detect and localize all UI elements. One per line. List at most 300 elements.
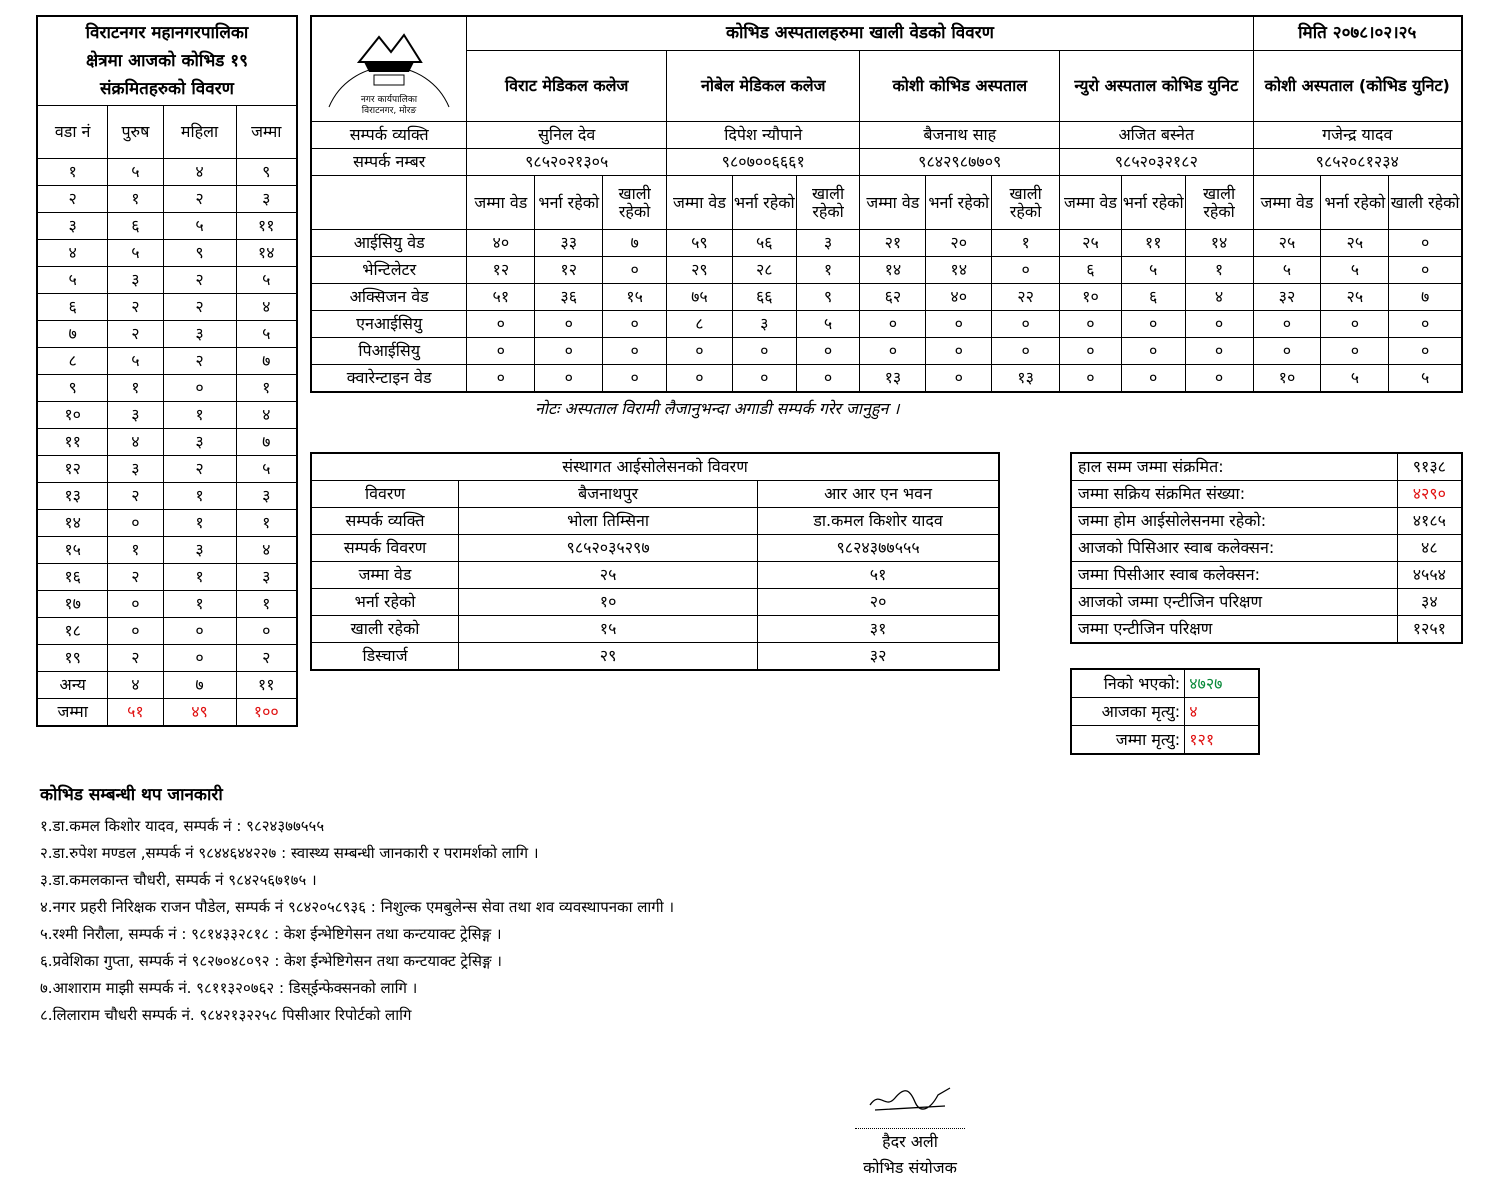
bed-count: ४० bbox=[926, 284, 992, 311]
ward-cell: १ bbox=[108, 375, 163, 402]
bed-count: २५ bbox=[1060, 230, 1122, 257]
ward-cell: १ bbox=[163, 591, 236, 618]
bed-subheader: भर्ना रहेको bbox=[732, 176, 796, 230]
ward-row bbox=[37, 456, 297, 483]
summary-row bbox=[1071, 508, 1462, 535]
bed-type-label: पिआईसियु bbox=[311, 338, 467, 365]
bed-count: ५ bbox=[1321, 257, 1389, 284]
isolation-row bbox=[311, 508, 999, 535]
ward-cell: ३ bbox=[37, 213, 108, 240]
summary-label: जम्मा होम आईसोलेसनमा रहेको: bbox=[1071, 508, 1397, 535]
isolation-row bbox=[311, 535, 999, 562]
ward-cell: ५ bbox=[108, 240, 163, 267]
ward-cell: १६ bbox=[37, 564, 108, 591]
ward-cell: ० bbox=[108, 591, 163, 618]
recovery-value: ४७२७ bbox=[1185, 669, 1259, 698]
contact-person: गजेन्द्र यादव bbox=[1253, 122, 1462, 149]
ward-cell: ० bbox=[163, 375, 236, 402]
signatory-name: हैदर अली bbox=[882, 1132, 938, 1151]
isolation-value: भोला तिम्सिना bbox=[459, 508, 758, 535]
bed-count: ५ bbox=[1389, 365, 1462, 393]
ward-cell: ११ bbox=[236, 672, 297, 699]
ward-cell: ९ bbox=[236, 159, 297, 186]
bed-count: २० bbox=[926, 230, 992, 257]
report-date: मिति २०७८।०२।२५ bbox=[1253, 16, 1462, 50]
ward-cell: ६ bbox=[37, 294, 108, 321]
ward-cell: ३ bbox=[236, 564, 297, 591]
summary-label: आजको पिसिआर स्वाब कलेक्सन: bbox=[1071, 535, 1397, 562]
bed-count: ५ bbox=[1253, 257, 1321, 284]
bed-row bbox=[311, 230, 1462, 257]
isolation-row bbox=[311, 616, 999, 643]
summary-row bbox=[1071, 616, 1462, 644]
ward-cell: ५ bbox=[236, 267, 297, 294]
ward-row bbox=[37, 375, 297, 402]
hospital-table-title: कोभिड अस्पतालहरुमा खाली वेडको विवरण bbox=[467, 16, 1253, 50]
bed-count: १० bbox=[1253, 365, 1321, 393]
bed-count: ० bbox=[1121, 365, 1185, 393]
bed-count: ११ bbox=[1121, 230, 1185, 257]
hospital-bed-table bbox=[310, 15, 1463, 393]
ward-cell: ४ bbox=[108, 672, 163, 699]
bed-count: ० bbox=[1185, 311, 1253, 338]
bed-count: ७५ bbox=[667, 284, 733, 311]
ward-cell: ५ bbox=[37, 267, 108, 294]
ward-cell: १ bbox=[236, 375, 297, 402]
bed-count: ० bbox=[992, 338, 1060, 365]
ward-cell: १४ bbox=[37, 510, 108, 537]
summary-value: ९१३८ bbox=[1397, 453, 1462, 481]
ward-cell: ७ bbox=[236, 429, 297, 456]
bed-count: १२ bbox=[535, 257, 603, 284]
ward-title-line: संक्रमितहरुको विवरण bbox=[100, 79, 234, 99]
bed-subheader: खाली रहेको bbox=[1185, 176, 1253, 230]
bed-count: ० bbox=[1253, 338, 1321, 365]
ward-cell: ४ bbox=[236, 294, 297, 321]
ward-cell: २ bbox=[163, 267, 236, 294]
ward-cell: २ bbox=[163, 456, 236, 483]
ward-row bbox=[37, 267, 297, 294]
isolation-col-label: विवरण bbox=[311, 481, 459, 508]
hospital-note: नोटः अस्पताल विरामी लैजानुभन्दा अगाडी सम्पर्क गरेर जानुहुन । bbox=[535, 399, 900, 418]
bed-count: ७ bbox=[603, 230, 667, 257]
ward-row bbox=[37, 618, 297, 645]
recovery-label: आजका मृत्यु: bbox=[1071, 698, 1185, 726]
bed-subheader: जम्मा वेड bbox=[1060, 176, 1122, 230]
ward-cell: २ bbox=[37, 186, 108, 213]
bed-count: ० bbox=[860, 338, 926, 365]
bed-count: ० bbox=[732, 338, 796, 365]
isolation-value: १५ bbox=[459, 616, 758, 643]
isolation-value: डा.कमल किशोर यादव bbox=[758, 508, 999, 535]
bed-count: ४ bbox=[1185, 284, 1253, 311]
ward-header-total: जम्मा bbox=[236, 106, 297, 159]
bed-subheader: जम्मा वेड bbox=[667, 176, 733, 230]
svg-text:नगर कार्यपालिका: नगर कार्यपालिका bbox=[361, 95, 418, 105]
recovery-row bbox=[1071, 698, 1259, 726]
ward-cell: ४ bbox=[236, 537, 297, 564]
summary-row bbox=[1071, 562, 1462, 589]
bed-row bbox=[311, 338, 1462, 365]
bed-count: ५१ bbox=[467, 284, 535, 311]
bed-subheader: खाली रहेको bbox=[796, 176, 860, 230]
isolation-row bbox=[311, 643, 999, 671]
ward-cell: १४ bbox=[236, 240, 297, 267]
ward-cell: ० bbox=[163, 618, 236, 645]
summary-table bbox=[1070, 452, 1463, 644]
bed-count: ० bbox=[1389, 311, 1462, 338]
ward-total-cell: ५१ bbox=[108, 699, 163, 727]
ward-cell: २ bbox=[236, 645, 297, 672]
bed-count: ३६ bbox=[535, 284, 603, 311]
ward-cell: १२ bbox=[37, 456, 108, 483]
contact-person: अजित बस्नेत bbox=[1060, 122, 1253, 149]
ward-cell: २ bbox=[108, 564, 163, 591]
ward-total-row bbox=[37, 699, 297, 727]
bed-count: १५ bbox=[603, 284, 667, 311]
bed-count: ८ bbox=[667, 311, 733, 338]
summary-value: ३४ bbox=[1397, 589, 1462, 616]
ward-cell: ० bbox=[108, 618, 163, 645]
isolation-value: २५ bbox=[459, 562, 758, 589]
summary-label: आजको जम्मा एन्टीजिन परिक्षण bbox=[1071, 589, 1397, 616]
bed-count: २५ bbox=[1321, 284, 1389, 311]
bed-row bbox=[311, 311, 1462, 338]
bed-type-label: एनआईसियु bbox=[311, 311, 467, 338]
summary-value: ४५५४ bbox=[1397, 562, 1462, 589]
ward-cell: ९ bbox=[37, 375, 108, 402]
hospital-name: विराट मेडिकल कलेज bbox=[467, 50, 667, 121]
ward-row bbox=[37, 483, 297, 510]
contact-person-label: सम्पर्क व्यक्ति bbox=[311, 122, 467, 149]
bed-subheader: भर्ना रहेको bbox=[1121, 176, 1185, 230]
ward-cell: ३ bbox=[236, 186, 297, 213]
ward-cell: ७ bbox=[163, 672, 236, 699]
recovery-value: १२१ bbox=[1185, 726, 1259, 755]
isolation-table bbox=[310, 452, 1000, 671]
contact-number: ९८४२९८७७०९ bbox=[860, 149, 1060, 176]
bed-count: २९ bbox=[667, 257, 733, 284]
ward-cell: १ bbox=[163, 564, 236, 591]
bed-subheader: भर्ना रहेको bbox=[535, 176, 603, 230]
ward-covid-table bbox=[36, 15, 298, 727]
recovery-value: ४ bbox=[1185, 698, 1259, 726]
hospital-name: कोशी अस्पताल (कोभिड युनिट) bbox=[1253, 50, 1462, 121]
bed-count: ० bbox=[796, 338, 860, 365]
contact-number: ९८०७००६६६१ bbox=[667, 149, 860, 176]
recovery-label: जम्मा मृत्यु: bbox=[1071, 726, 1185, 755]
hospital-name: न्युरो अस्पताल कोभिड युनिट bbox=[1060, 50, 1253, 121]
ward-cell: ६ bbox=[108, 213, 163, 240]
bed-type-label: अक्सिजन वेड bbox=[311, 284, 467, 311]
bed-row bbox=[311, 284, 1462, 311]
isolation-value: ५१ bbox=[758, 562, 999, 589]
isolation-label: जम्मा वेड bbox=[311, 562, 459, 589]
bed-type-label: आईसियु वेड bbox=[311, 230, 467, 257]
bed-subheader: खाली रहेको bbox=[1389, 176, 1462, 230]
info-line: ५.रश्मी निरौला, सम्पर्क नं : ९८१४३३२८१८ : केश ईन्भेष्टिगेसन तथा कन्टयाक्ट ट्रेसिङ्ग । bbox=[40, 925, 502, 943]
municipality-emblem-icon bbox=[319, 17, 459, 117]
ward-header-male: पुरुष bbox=[108, 106, 163, 159]
ward-cell: ४ bbox=[108, 429, 163, 456]
isolation-value: ३१ bbox=[758, 616, 999, 643]
recovery-death-table bbox=[1070, 668, 1260, 755]
summary-value: ४२९० bbox=[1397, 481, 1462, 508]
bed-count: ० bbox=[1121, 338, 1185, 365]
bed-count: ७ bbox=[1389, 284, 1462, 311]
ward-cell: ४ bbox=[163, 159, 236, 186]
ward-total-cell: ४९ bbox=[163, 699, 236, 727]
bed-count: ० bbox=[1185, 365, 1253, 393]
hospital-name: नोबेल मेडिकल कलेज bbox=[667, 50, 860, 121]
bed-count: १ bbox=[796, 257, 860, 284]
bed-subheader: जम्मा वेड bbox=[860, 176, 926, 230]
subheader-blank bbox=[311, 176, 467, 230]
bed-count: ९ bbox=[796, 284, 860, 311]
ward-cell: ३ bbox=[108, 456, 163, 483]
bed-count: ३२ bbox=[1253, 284, 1321, 311]
recovery-row bbox=[1071, 726, 1259, 755]
ward-table-title bbox=[37, 16, 297, 106]
isolation-label: डिस्चार्ज bbox=[311, 643, 459, 671]
ward-cell: ३ bbox=[236, 483, 297, 510]
ward-cell: १ bbox=[163, 483, 236, 510]
ward-cell: ३ bbox=[163, 321, 236, 348]
isolation-row bbox=[311, 589, 999, 616]
isolation-place: आर आर एन भवन bbox=[758, 481, 999, 508]
signatory-role: कोभिड संयोजक bbox=[863, 1158, 957, 1177]
bed-count: १४ bbox=[926, 257, 992, 284]
bed-subheader: भर्ना रहेको bbox=[1321, 176, 1389, 230]
bed-count: ० bbox=[603, 338, 667, 365]
recovery-row bbox=[1071, 669, 1259, 698]
isolation-value: १० bbox=[459, 589, 758, 616]
bed-count: ० bbox=[1060, 311, 1122, 338]
bed-count: ० bbox=[535, 338, 603, 365]
ward-cell: १ bbox=[163, 402, 236, 429]
bed-count: ० bbox=[926, 365, 992, 393]
ward-cell: ३ bbox=[108, 402, 163, 429]
ward-cell: १३ bbox=[37, 483, 108, 510]
info-line: ८.लिलाराम चौधरी सम्पर्क नं. ९८४२१३२२५८ पिसीआर रिपोर्टको लागि bbox=[40, 1006, 412, 1024]
bed-count: ० bbox=[603, 365, 667, 393]
ward-cell: २ bbox=[163, 348, 236, 375]
ward-row bbox=[37, 321, 297, 348]
bed-count: ० bbox=[1121, 311, 1185, 338]
bed-count: ० bbox=[860, 311, 926, 338]
bed-count: १ bbox=[992, 230, 1060, 257]
ward-cell: २ bbox=[108, 483, 163, 510]
ward-cell: १ bbox=[108, 186, 163, 213]
bed-count: १ bbox=[1185, 257, 1253, 284]
bed-count: ० bbox=[1389, 230, 1462, 257]
bed-count: ५ bbox=[1121, 257, 1185, 284]
isolation-value: २० bbox=[758, 589, 999, 616]
municipality-logo bbox=[311, 16, 467, 122]
isolation-value: ९८५२०३५२९७ bbox=[459, 535, 758, 562]
ward-row bbox=[37, 186, 297, 213]
info-line: १.डा.कमल किशोर यादव, सम्पर्क नं : ९८२४३७७५५५ bbox=[40, 817, 325, 835]
bed-count: ० bbox=[467, 365, 535, 393]
bed-count: ० bbox=[926, 311, 992, 338]
isolation-row bbox=[311, 562, 999, 589]
summary-value: ४१८५ bbox=[1397, 508, 1462, 535]
isolation-title: संस्थागत आईसोलेसनको विवरण bbox=[311, 453, 999, 481]
ward-cell: १ bbox=[236, 510, 297, 537]
isolation-value: ३२ bbox=[758, 643, 999, 671]
bed-subheader: खाली रहेको bbox=[603, 176, 667, 230]
summary-value: ४८ bbox=[1397, 535, 1462, 562]
ward-row bbox=[37, 402, 297, 429]
bed-count: ० bbox=[535, 365, 603, 393]
ward-cell: १ bbox=[37, 159, 108, 186]
ward-header-female: महिला bbox=[163, 106, 236, 159]
ward-cell: अन्य bbox=[37, 672, 108, 699]
ward-cell: १ bbox=[108, 537, 163, 564]
ward-cell: १० bbox=[37, 402, 108, 429]
ward-cell: २ bbox=[163, 294, 236, 321]
bed-count: ४० bbox=[467, 230, 535, 257]
bed-count: ० bbox=[667, 365, 733, 393]
isolation-place: बैजनाथपुर bbox=[459, 481, 758, 508]
bed-count: ० bbox=[1253, 311, 1321, 338]
info-line: ४.नगर प्रहरी निरिक्षक राजन पौडेल, सम्पर्क नं ९८४२०५८९३६ : निशुल्क एमबुलेन्स सेवा तथा शव व्यवस्थापनका लागी । bbox=[40, 898, 675, 916]
ward-cell: ४ bbox=[236, 402, 297, 429]
bed-count: ६२ bbox=[860, 284, 926, 311]
bed-count: २८ bbox=[732, 257, 796, 284]
ward-cell: ५ bbox=[108, 348, 163, 375]
bed-count: २५ bbox=[1321, 230, 1389, 257]
bed-count: ० bbox=[1185, 338, 1253, 365]
summary-value: १२५१ bbox=[1397, 616, 1462, 644]
ward-row bbox=[37, 564, 297, 591]
bed-subheader: जम्मा वेड bbox=[1253, 176, 1321, 230]
bed-count: ३३ bbox=[535, 230, 603, 257]
info-line: २.डा.रुपेश मण्डल ,सम्पर्क नं ९८४४६४४२२७ : स्वास्थ्य सम्बन्धी जानकारी र परामर्शको लागि । bbox=[40, 844, 539, 862]
isolation-label: सम्पर्क व्यक्ति bbox=[311, 508, 459, 535]
ward-row bbox=[37, 510, 297, 537]
isolation-value: २९ bbox=[459, 643, 758, 671]
bed-count: ० bbox=[1389, 257, 1462, 284]
ward-cell: २ bbox=[163, 186, 236, 213]
bed-count: ६ bbox=[1060, 257, 1122, 284]
bed-type-label: क्वारेन्टाइन वेड bbox=[311, 365, 467, 393]
svg-text:विराटनगर, मोरङ: विराटनगर, मोरङ bbox=[361, 106, 417, 116]
bed-count: २१ bbox=[860, 230, 926, 257]
ward-cell: ४ bbox=[37, 240, 108, 267]
bed-count: ० bbox=[1060, 338, 1122, 365]
bed-count: १३ bbox=[992, 365, 1060, 393]
bed-count: १४ bbox=[860, 257, 926, 284]
ward-cell: १७ bbox=[37, 591, 108, 618]
bed-count: ० bbox=[796, 365, 860, 393]
ward-cell: ७ bbox=[236, 348, 297, 375]
bed-count: २५ bbox=[1253, 230, 1321, 257]
summary-label: जम्मा सक्रिय संक्रमित संख्या: bbox=[1071, 481, 1397, 508]
ward-row bbox=[37, 159, 297, 186]
ward-header-ward: वडा नं bbox=[37, 106, 108, 159]
ward-title-line: क्षेत्रमा आजको कोभिड १९ bbox=[86, 51, 248, 71]
ward-row bbox=[37, 672, 297, 699]
bed-count: ५६ bbox=[732, 230, 796, 257]
contact-number-label: सम्पर्क नम्बर bbox=[311, 149, 467, 176]
summary-label: हाल सम्म जम्मा संक्रमित: bbox=[1071, 453, 1397, 481]
ward-cell: १ bbox=[236, 591, 297, 618]
ward-cell: २ bbox=[108, 645, 163, 672]
bed-count: १२ bbox=[467, 257, 535, 284]
bed-count: ६ bbox=[1121, 284, 1185, 311]
ward-cell: ५ bbox=[236, 456, 297, 483]
ward-cell: १८ bbox=[37, 618, 108, 645]
summary-row bbox=[1071, 589, 1462, 616]
bed-count: १३ bbox=[860, 365, 926, 393]
bed-count: १० bbox=[1060, 284, 1122, 311]
ward-total-cell: जम्मा bbox=[37, 699, 108, 727]
ward-cell: ७ bbox=[37, 321, 108, 348]
ward-cell: ३ bbox=[163, 537, 236, 564]
bed-count: ३ bbox=[796, 230, 860, 257]
bed-count: ० bbox=[926, 338, 992, 365]
ward-cell: ३ bbox=[108, 267, 163, 294]
ward-cell: ५ bbox=[236, 321, 297, 348]
ward-cell: ० bbox=[236, 618, 297, 645]
handwritten-signature-icon bbox=[860, 1080, 960, 1120]
isolation-value: ९८२४३७७५५५ bbox=[758, 535, 999, 562]
summary-label: जम्मा एन्टीजिन परिक्षण bbox=[1071, 616, 1397, 644]
bed-count: ० bbox=[467, 338, 535, 365]
ward-cell: ११ bbox=[236, 213, 297, 240]
ward-cell: ५ bbox=[163, 213, 236, 240]
ward-row bbox=[37, 348, 297, 375]
bed-count: ५ bbox=[1321, 365, 1389, 393]
ward-row bbox=[37, 537, 297, 564]
covid-info-heading: कोभिड सम्बन्धी थप जानकारी bbox=[40, 785, 223, 805]
bed-count: ० bbox=[603, 311, 667, 338]
bed-row bbox=[311, 365, 1462, 393]
isolation-label: भर्ना रहेको bbox=[311, 589, 459, 616]
bed-count: ० bbox=[535, 311, 603, 338]
bed-count: ० bbox=[992, 257, 1060, 284]
info-line: ३.डा.कमलकान्त चौधरी, सम्पर्क नं ९८४२५६७१७५ । bbox=[40, 871, 317, 889]
bed-subheader: भर्ना रहेको bbox=[926, 176, 992, 230]
bed-count: ० bbox=[467, 311, 535, 338]
ward-cell: ३ bbox=[163, 429, 236, 456]
isolation-label: सम्पर्क विवरण bbox=[311, 535, 459, 562]
ward-cell: १५ bbox=[37, 537, 108, 564]
hospital-name: कोशी कोभिड अस्पताल bbox=[860, 50, 1060, 121]
ward-row bbox=[37, 240, 297, 267]
bed-count: ० bbox=[1060, 365, 1122, 393]
ward-row bbox=[37, 591, 297, 618]
contact-number: ९८५२०२१३०५ bbox=[467, 149, 667, 176]
contact-number: ९८५२०३२१८२ bbox=[1060, 149, 1253, 176]
recovery-label: निको भएको: bbox=[1071, 669, 1185, 698]
bed-count: २२ bbox=[992, 284, 1060, 311]
ward-row bbox=[37, 429, 297, 456]
ward-total-cell: १०० bbox=[236, 699, 297, 727]
contact-person: सुनिल देव bbox=[467, 122, 667, 149]
bed-count: ० bbox=[1321, 338, 1389, 365]
bed-count: ३ bbox=[732, 311, 796, 338]
bed-count: १४ bbox=[1185, 230, 1253, 257]
bed-count: ० bbox=[603, 257, 667, 284]
bed-count: ० bbox=[667, 338, 733, 365]
summary-row bbox=[1071, 453, 1462, 481]
bed-row bbox=[311, 257, 1462, 284]
ward-cell: ८ bbox=[37, 348, 108, 375]
bed-count: ० bbox=[1321, 311, 1389, 338]
contact-number: ९८५२०८१२३४ bbox=[1253, 149, 1462, 176]
